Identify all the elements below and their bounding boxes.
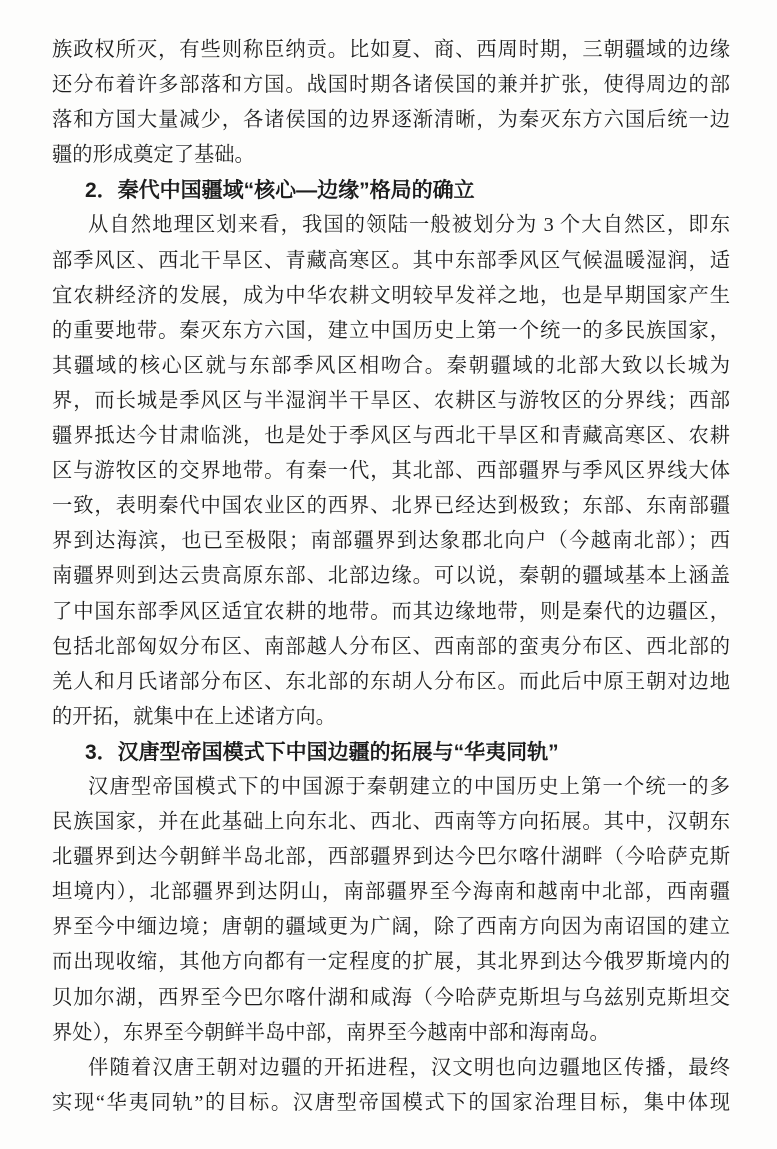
text-line: 疆的形成奠定了基础。 [52, 144, 255, 167]
text-line: 贝加尔湖，西界至今巴尔喀什湖和咸海（今哈萨克斯坦与乌兹别克斯坦交 [52, 986, 730, 1009]
text-line: 界至今中缅边境；唐朝的疆域更为广阔，除了西南方向因为南诏国的建立 [52, 916, 730, 939]
text-line: 的开拓，就集中在上述诸方向。 [52, 705, 336, 728]
text-line: 羌人和月氏诸部分布区、东北部的东胡人分布区。而此后中原王朝对边地 [52, 670, 730, 693]
text-line: 汉唐型帝国模式下的中国源于秦朝建立的中国历史上第一个统一的多 [88, 775, 730, 798]
text-line: 伴随着汉唐王朝对边疆的开拓进程，汉文明也向边疆地区传播，最终 [88, 1056, 730, 1079]
section-heading: 3．汉唐型帝国模式下中国边疆的拓展与“华夷同轨” [85, 740, 559, 764]
text-line: 疆界抵达今甘肃临洮，也是处于季风区与西北干旱区和青藏高寒区、农耕 [52, 425, 730, 448]
text-line: 了中国东部季风区适宜农耕的地带。而其边缘地带，则是秦代的边疆区， [52, 600, 730, 623]
text-line: 宜农耕经济的发展，成为中华农耕文明较早发祥之地，也是早期国家产生 [52, 284, 730, 307]
text-line: 界处），东界至今朝鲜半岛中部，南界至今越南中部和海南岛。 [52, 1021, 610, 1044]
text-line: 南疆界则到达云贵高原东部、北部边缘。可以说，秦朝的疆域基本上涵盖 [52, 565, 730, 588]
text-line: 包括北部匈奴分布区、南部越人分布区、西南部的蛮夷分布区、西北部的 [52, 635, 730, 658]
text-line: 还分布着许多部落和方国。战国时期各诸侯国的兼并扩张，使得周边的部 [52, 74, 730, 97]
text-line: 一致，表明秦代中国农业区的西界、北界已经达到极致；东部、东南部疆 [52, 495, 730, 518]
text-line: 其疆域的核心区就与东部季风区相吻合。秦朝疆域的北部大致以长城为 [52, 354, 730, 377]
text-line: 部季风区、西北干旱区、青藏高寒区。其中东部季风区气候温暖湿润，适 [52, 249, 730, 272]
text-line: 界到达海滨，也已至极限；南部疆界到达象郡北向户（今越南北部）；西 [52, 530, 730, 553]
text-line: 而出现收缩，其他方向都有一定程度的扩展，其北界到达今俄罗斯境内的 [52, 951, 730, 974]
text-line: 实现“华夷同轨”的目标。汉唐型帝国模式下的国家治理目标，集中体现 [52, 1091, 730, 1114]
text-line: 从自然地理区划来看，我国的领陆一般被划分为 3 个大自然区，即东 [88, 214, 730, 237]
section-heading: 2．秦代中国疆域“核心—边缘”格局的确立 [85, 179, 475, 203]
text-line: 民族国家，并在此基础上向东北、西北、西南等方向拓展。其中，汉朝东 [52, 811, 730, 834]
text-line: 区与游牧区的交界地带。有秦一代，其北部、西部疆界与季风区界线大体 [52, 460, 730, 483]
text-line: 界，而长城是季风区与半湿润半干旱区、农耕区与游牧区的分界线；西部 [52, 389, 730, 412]
text-line: 的重要地带。秦灭东方六国，建立中国历史上第一个统一的多民族国家， [52, 319, 730, 342]
text-line: 族政权所灭，有些则称臣纳贡。比如夏、商、西周时期，三朝疆域的边缘 [52, 39, 730, 61]
text-line: 落和方国大量减少，各诸侯国的边界逐渐清晰，为秦灭东方六国后统一边 [52, 109, 730, 132]
text-line: 坦境内），北部疆界到达阴山，南部疆界至今海南和越南中北部，西南疆 [52, 881, 730, 904]
text-line: 北疆界到达今朝鲜半岛北部，西部疆界到达今巴尔喀什湖畔（今哈萨克斯 [52, 846, 730, 869]
